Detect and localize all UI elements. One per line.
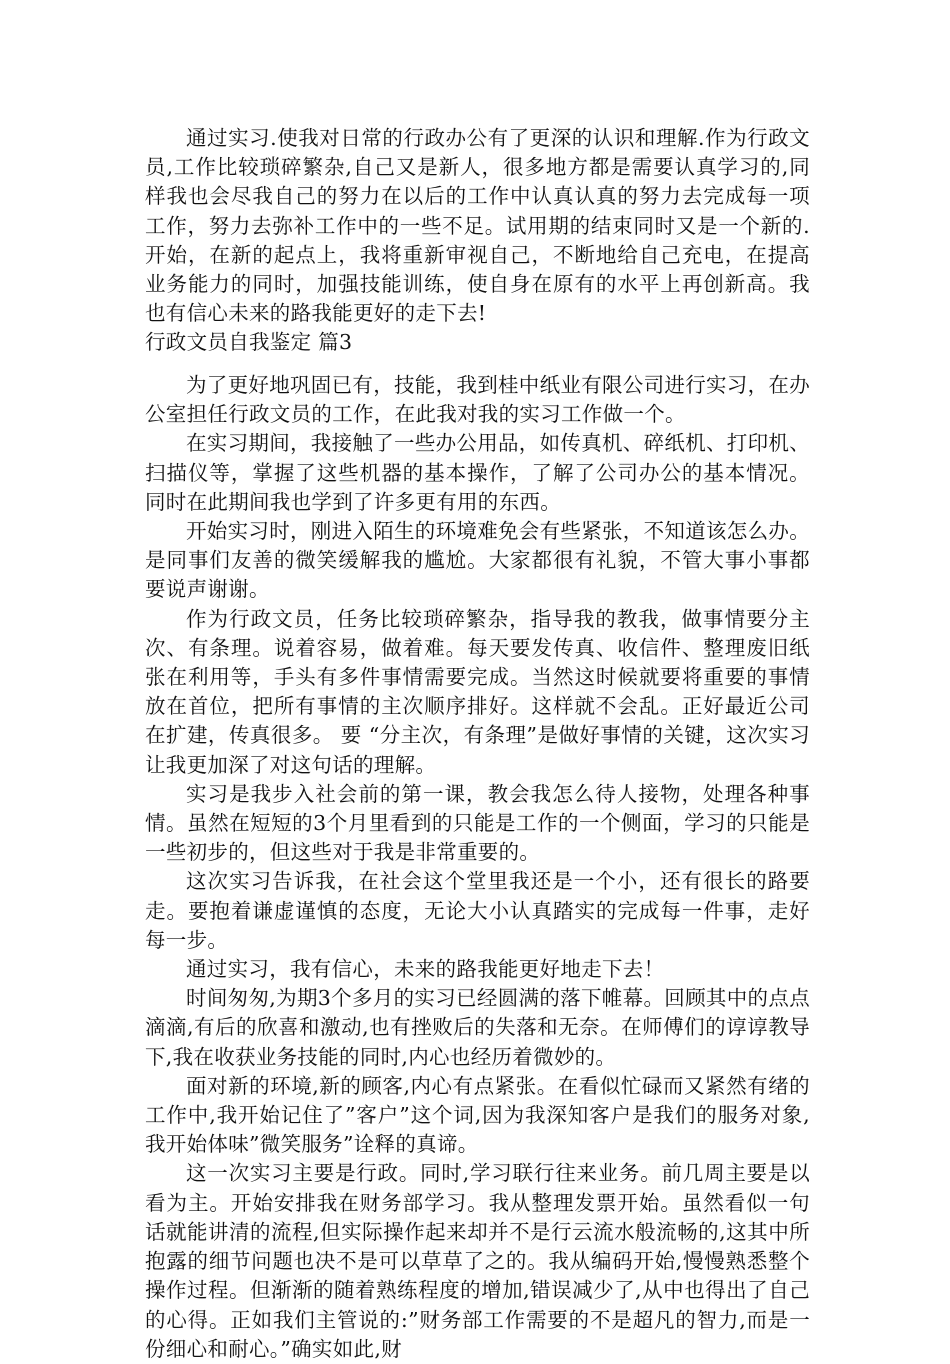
paragraph: 实习是我步入社会前的第一课，教会我怎么待人接物，处理各种事情。虽然在短短的3个月里看到的只能是工作的一个侧面，学习的只能是一些初步的，但这些对于我是非常重要的。 — [145, 781, 810, 865]
text-block-main — [145, 371, 810, 1364]
paragraph: 面对新的环境,新的顾客,内心有点紧张。在看似忙碌而又紧然有绪的工作中,我开始记住了”客户”这个词,因为我深知客户是我们的服务对象,我开始体味”微笑服务”诠释的真谛。 — [145, 1073, 810, 1157]
paragraph: 作为行政文员，任务比较琐碎繁杂，指导我的教我，做事情要分主次、有条理。说着容易，做着难。每天要发传真、收信件、整理废旧纸张在利用等，手头有多件事情需要完成。当然这时候就要将重要的事情放在首位，把所有事情的主次顺序排好。这样就不会乱。正好最近公司在扩建，传真很多。 要 “分主次，有条理”是做好事情的关键，这次实习让我更加深了对这句话的理解。 — [145, 606, 810, 777]
section-heading: 行政文员自我鉴定 篇3 — [145, 330, 353, 355]
paragraph: 在实习期间，我接触了一些办公用品，如传真机、碎纸机、打印机、扫描仪等，掌握了这些机器的基本操作，了解了公司办公的基本情况。同时在此期间我也学到了许多更有用的东西。 — [145, 431, 810, 514]
paragraph: 这次实习告诉我，在社会这个堂里我还是一个小，还有很长的路要走。要抱着谦虚谨慎的态度，无论大小认真踏实的完成每一件事，走好每一步。 — [145, 869, 810, 952]
paragraph: 这一次实习主要是行政。同时,学习联行往来业务。前几周主要是以看为主。开始安排我在财务部学习。我从整理发票开始。虽然看似一句话就能讲清的流程,但实际操作起来却并不是行云流水般流畅的,这其中所抱露的细节问题也决不是可以草草了之的。我从编码开始,慢慢熟悉整个操作过程。但渐渐的随着熟练程度的增加,错误减少了,从中也得出了自己的心得。正如我们主管说的:”财务部工作需要的不是超凡的智力,而是一份细心和耐心。”确实如此,财 — [145, 1161, 810, 1361]
paragraph: 时间匆匆,为期3个多月的实习已经圆满的落下帷幕。回顾其中的点点滴滴,有后的欣喜和激动,也有挫败后的失落和无奈。在师傅们的谆谆教导下,我在收获业务技能的同时,内心也经历着微妙的。 — [145, 986, 810, 1069]
paragraph: 为了更好地巩固已有，技能，我到桂中纸业有限公司进行实习，在办公室担任行政文员的工作，在此我对我的实习工作做一个。 — [145, 373, 810, 427]
paragraph: 通过实习.使我对日常的行政办公有了更深的认识和理解.作为行政文员,工作比较琐碎繁杂,自己又是新人，很多地方都是需要认真学习的,同样我也会尽我自己的努力在以后的工作中认真认真的努力去完成每一项工作，努力去弥补工作中的一些不足。试用期的结束同时又是一个新的.开始，在新的起点上，我将重新审视自己，不断地给自己充电，在提高业务能力的同时，加强技能训练，使自身在原有的水平上再创新高。我也有信心未来的路我能更好的走下去! — [145, 126, 810, 326]
text-block-top — [145, 124, 810, 358]
paragraph: 通过实习，我有信心，未来的路我能更好地走下去！ — [186, 957, 665, 982]
paragraph: 开始实习时，刚进入陌生的环境难免会有些紧张，不知道该怎么办。是同事们友善的微笑缓解我的尴尬。大家都很有礼貌，不管大事小事都要说声谢谢。 — [145, 519, 810, 602]
